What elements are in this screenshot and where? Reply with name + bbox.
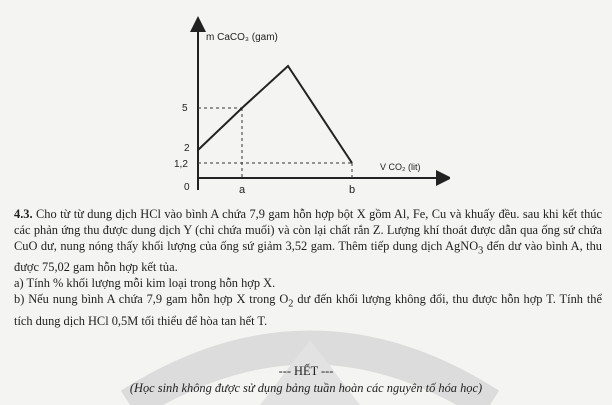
problem-intro-sub: 3 [478, 245, 484, 257]
y-tick-0: 0 [184, 182, 190, 193]
part-b-pre: b) Nếu nung bình A chứa 7,9 gam hỗn hợp X trong O [14, 292, 289, 307]
problem-intro-text: Cho từ từ dung dịch HCl vào bình A chứa 7,9 gam hỗn hợp bột X gồm Al, Fe, Cu và khuấy đều. sau khi kết thúc các phản ứng thu được dung dịch Y (chỉ chứa muối) và còn lại chất rắn Z. Lượng khí thoát được dẫn qua ống sứ chứa CuO dư, nung nóng thấy khối lượng của ống sứ giảm 3,52 gam. Thêm tiếp dung dịch AgNO [14, 207, 602, 253]
problem-text [14, 206, 602, 329]
problem-intro [14, 206, 602, 275]
problem-number: 4.3. [14, 207, 33, 221]
part-a: a) Tính % khối lượng mỗi kim loại trong hỗn hợp X. [14, 276, 276, 291]
y-tick-5: 5 [182, 103, 188, 114]
y-tick-2: 2 [184, 143, 190, 154]
x-tick-b: b [349, 184, 356, 196]
part-b-sub: 2 [288, 298, 294, 310]
x-tick-a: a [239, 184, 246, 196]
x-axis-label: V CO₂ (lit) [380, 162, 421, 172]
caco3-curve [198, 66, 352, 163]
part-b-post: dư đến khối lượng không đổi, thu được hỗn hợp T. Tính thể tích dung dịch HCl 0,5M tối thiểu để hòa tan hết T. [14, 292, 602, 328]
end-mark: --- HẾT --- [278, 364, 334, 378]
y-axis-label: m CaCO₃ (gam) [206, 32, 278, 43]
part-b [14, 291, 602, 328]
y-tick-1-2: 1,2 [174, 159, 188, 170]
problem-intro-tail: đến dư vào bình A, thu được 75,02 gam hỗn hợp kết tủa. [14, 239, 602, 275]
caco3-graph [160, 10, 450, 205]
footnote: (Học sinh không được sử dụng bảng tuần hoàn các nguyên tố hóa học) [129, 381, 483, 395]
